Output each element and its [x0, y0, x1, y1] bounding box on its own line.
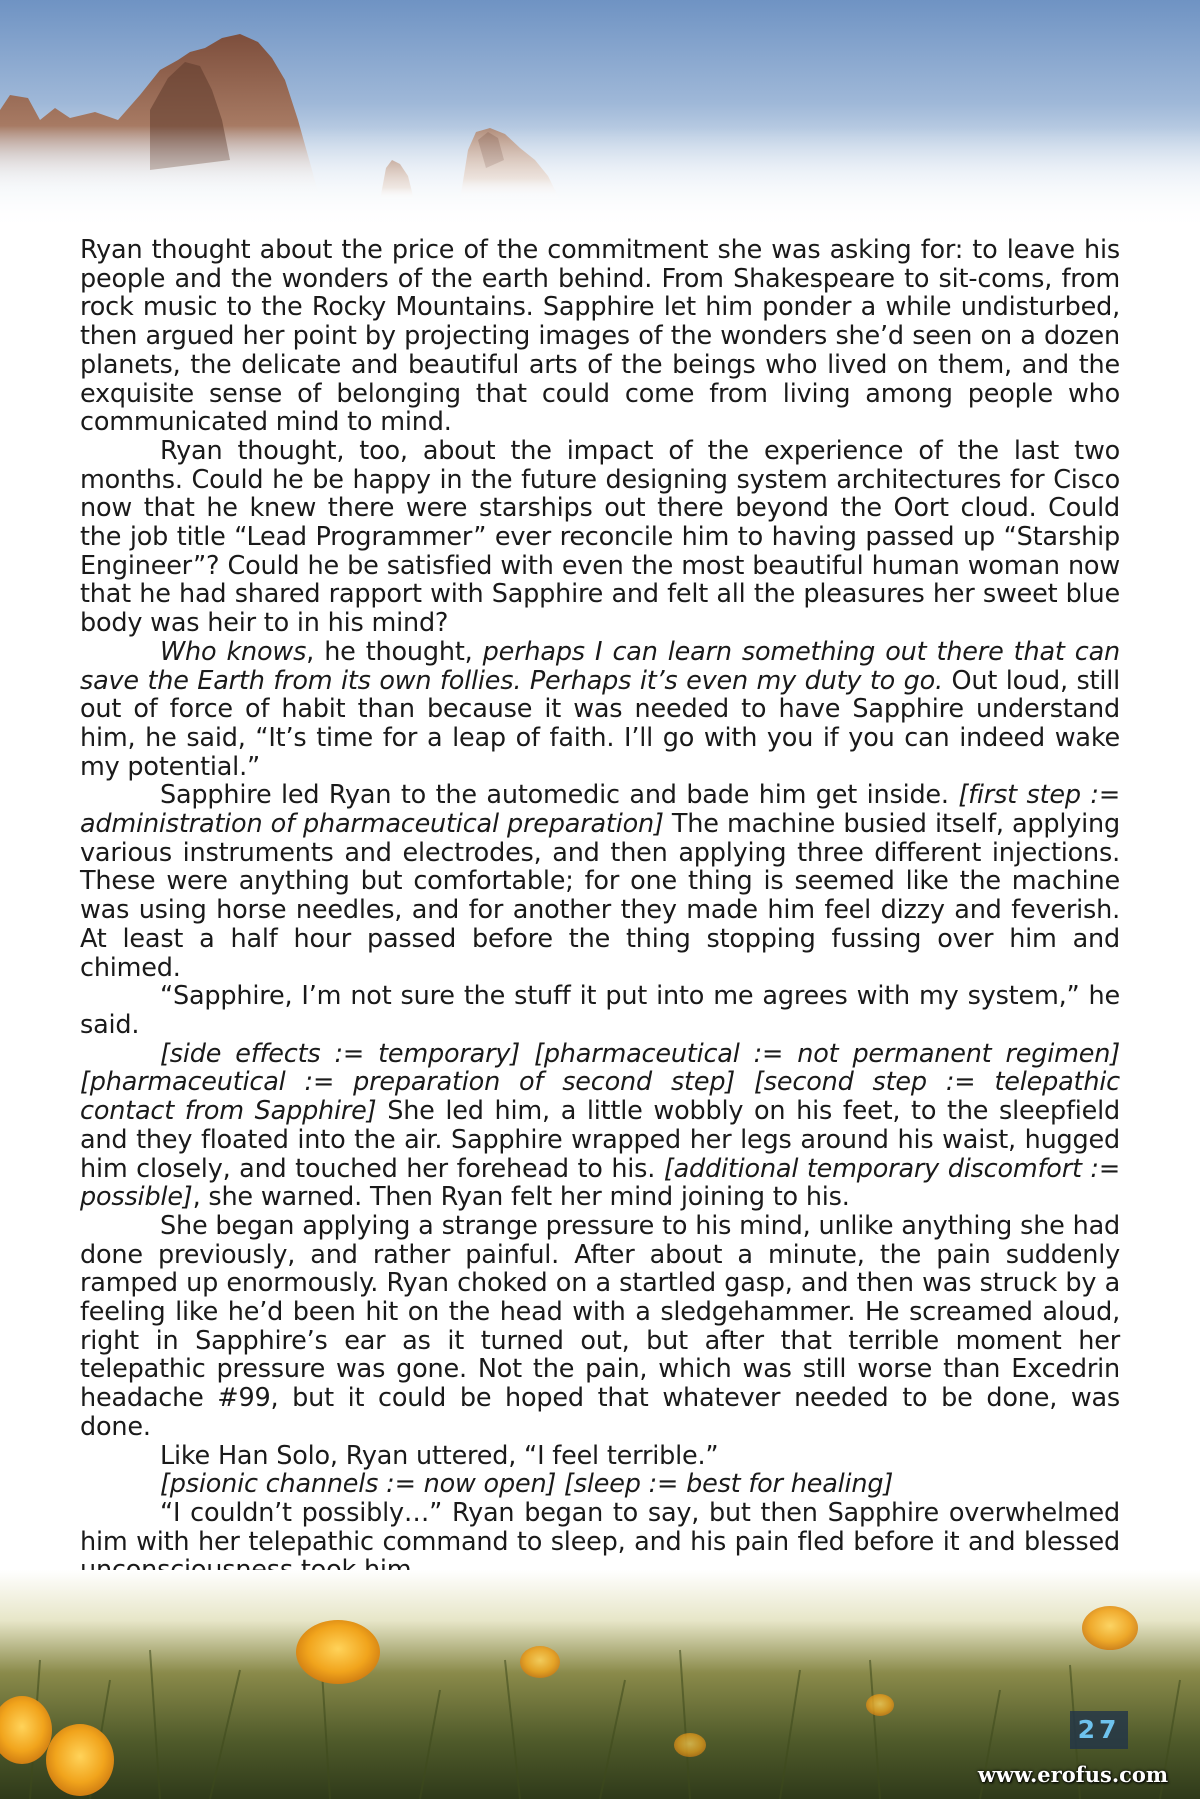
telepathic-italic-text: [psionic channels := now open] [sleep := best for healing]	[160, 1469, 894, 1500]
telepathic-italic-text: [first step := administration of pharmaceutical preparation]	[80, 780, 1120, 840]
story-paragraph	[80, 1212, 1120, 1442]
prose-text: , she warned. Then Ryan felt her mind joining to his.	[192, 1182, 850, 1213]
prose-text: , he thought,	[306, 636, 483, 667]
site-watermark: www.erofus.com	[977, 1762, 1169, 1787]
story-paragraph	[80, 1040, 1120, 1212]
page-number: 27	[1070, 1711, 1128, 1749]
prose-text: She began applying a strange pressure to his mind, unlike anything she had done previously, and rather painful. After about a minute, the pain suddenly ramped up enormously. Ryan choked on a startled gasp, and then was struck by a feeling like he’d been hit on the head with a sledgehammer. He screamed aloud, right in Sapphire’s ear as it turned out, but after that terrible moment her telepathic pressure was gone. Not the pain, which was still worse than Excedrin headache #99, but it could be hoped that whatever needed to be done, was done.	[80, 1210, 1120, 1442]
story-text	[80, 236, 1120, 1585]
story-paragraph	[80, 982, 1120, 1039]
prose-text: “Sapphire, I’m not sure the stuff it put into me agrees with my system,” he said.	[80, 981, 1120, 1040]
story-paragraph	[80, 437, 1120, 638]
telepathic-italic-text: Who knows	[160, 636, 307, 667]
telepathic-italic-text: [additional temporary discomfort := possible]	[80, 1153, 1120, 1213]
prose-text: Out loud, still out of force of habit than because it was needed to have Sapphire understand him, he said, “It’s time for a leap of faith. I’ll go with you if you can indeed wake my potential.”	[80, 665, 1120, 782]
prose-text: The machine busied itself, applying various instruments and electrodes, and then applying three different injections. These were anything but comfortable; for one thing is seemed like the machine was using horse needles, and for another they made him feel dizzy and feverish. At least a half hour passed before the thing stopping fussing over him and chimed.	[80, 809, 1120, 983]
prose-text: Sapphire led Ryan to the automedic and bade him get inside.	[160, 780, 959, 811]
story-paragraph	[80, 1470, 1120, 1499]
prose-text: She led him, a little wobbly on his feet, to the sleepfield and they floated into the air. Sapphire wrapped her legs around his waist, hugged him closely, and touched her forehead to his.	[80, 1096, 1121, 1184]
story-paragraph	[80, 1442, 1120, 1471]
prose-text: Ryan thought, too, about the impact of the experience of the last two months. Could he be happy in the future designing system architectures for Cisco now that he knew there were starships out there beyond the Oort cloud. Could the job title “Lead Programmer” ever reconcile him to having passed up “Starship Engineer”? Could he be satisfied with even the most beautiful human woman now that he had shared rapport with Sapphire and felt all the pleasures her sweet blue body was heir to in his mind?	[80, 435, 1120, 639]
prose-text: “I couldn’t possibly…” Ryan began to say, but then Sapphire overwhelmed him with her telepathic command to sleep, and his pain fled before it and blessed	[80, 1497, 1120, 1557]
story-paragraph	[80, 638, 1120, 782]
story-paragraph	[80, 781, 1120, 982]
prose-text: Ryan thought about the price of the commitment she was asking for: to leave his people and the wonders of the earth behind. From Shakespeare to sit-coms, from rock music to the Rocky Mountains. Sapphire let him ponder a while undisturbed, then argued her point by projecting images of the wonders she’d seen on a dozen planets, the delicate and beautiful arts of the beings who lived on them, and the exquisite sense of belonging that could come from living among people who communicated mind to mind.	[80, 235, 1120, 438]
story-paragraph	[80, 236, 1120, 437]
prose-text: Like Han Solo, Ryan uttered, “I feel terrible.”	[160, 1440, 719, 1471]
telepathic-italic-text: [side effects := temporary] [pharmaceutical := not permanent regimen] [pharmaceutical := preparation of second step] [second step := telepathic contact from Sapphire]	[80, 1038, 1120, 1127]
header-sky-rocks-image	[0, 0, 1200, 230]
telepathic-italic-text: perhaps I can learn something out there that can save the Earth from its own follies. Perhaps it’s even my duty to go.	[80, 636, 1120, 696]
